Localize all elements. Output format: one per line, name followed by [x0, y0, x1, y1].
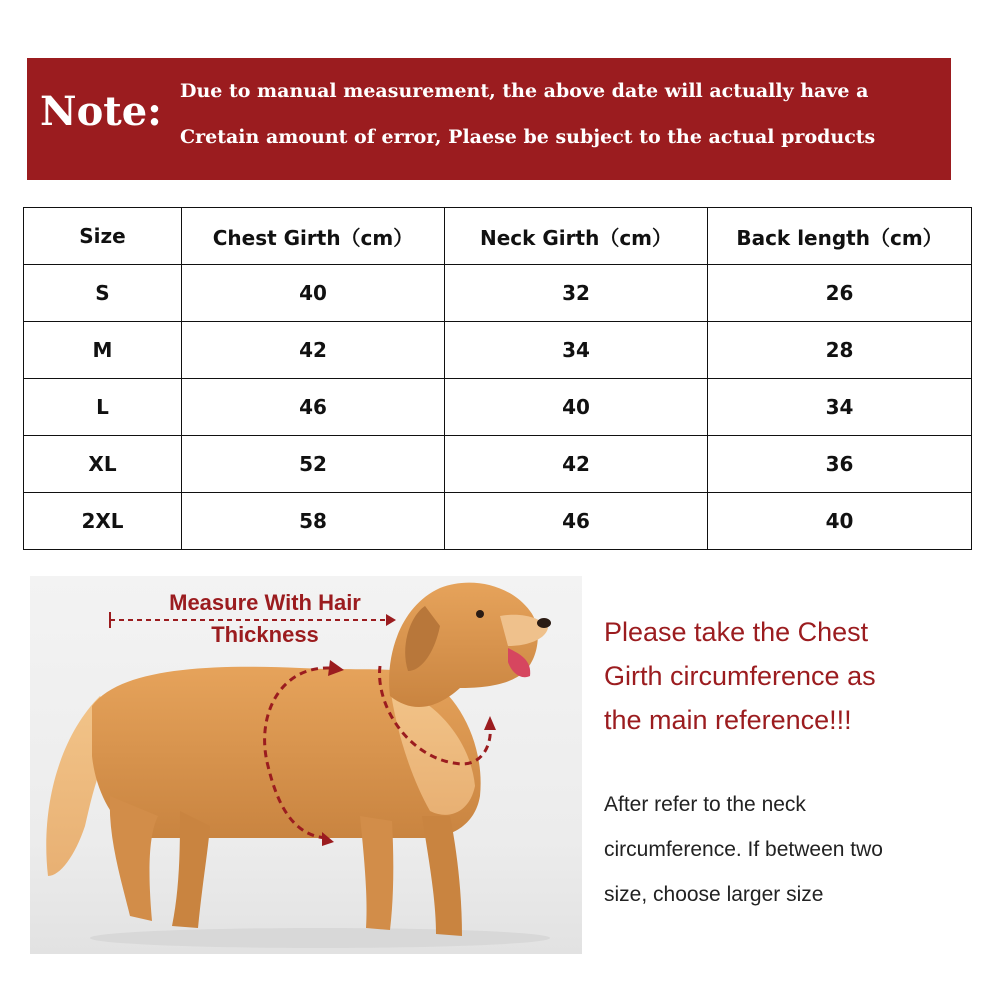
note-label: Note:: [40, 88, 162, 135]
neck-girth-arrow: [484, 716, 496, 730]
table-cell-neck: 42: [445, 436, 708, 493]
table-row: [24, 265, 972, 322]
floor-shadow: [90, 928, 550, 948]
header-chest-girth: Chest Girth（cm）: [182, 208, 445, 265]
note-text-line-2: Cretain amount of error, Plaese be subject to the actual products: [180, 126, 876, 148]
table-cell-neck: 32: [445, 265, 708, 322]
table-cell-neck: 34: [445, 322, 708, 379]
chest-girth-reference-heading: [604, 610, 984, 742]
table-cell-size: 2XL: [24, 493, 182, 550]
table-cell-back: 34: [708, 379, 972, 436]
table-cell-chest: 46: [182, 379, 445, 436]
table-cell-size: L: [24, 379, 182, 436]
table-cell-back: 36: [708, 436, 972, 493]
dog-front-leg-left: [360, 816, 393, 930]
dog-back-leg-left: [110, 796, 158, 921]
table-cell-back: 40: [708, 493, 972, 550]
table-cell-size: M: [24, 322, 182, 379]
table-row: [24, 379, 972, 436]
dog-eye: [476, 610, 484, 618]
table-cell-size: S: [24, 265, 182, 322]
measure-caption-line-1: Measure With Hair: [169, 590, 361, 615]
table-cell-neck: 46: [445, 493, 708, 550]
dog-measurement-illustration: [30, 576, 582, 954]
sizing-advice: [604, 782, 984, 917]
table-cell-chest: 40: [182, 265, 445, 322]
table-cell-neck: 40: [445, 379, 708, 436]
advice-line-3: size, choose larger size: [604, 883, 824, 906]
table-cell-back: 26: [708, 265, 972, 322]
table-header-row: [24, 208, 972, 265]
table-row: [24, 493, 972, 550]
table-row: [24, 436, 972, 493]
chest-reference-line-2: Girth circumference as: [604, 661, 876, 691]
chest-reference-line-1: Please take the Chest: [604, 617, 869, 647]
table-cell-back: 28: [708, 322, 972, 379]
table-cell-chest: 42: [182, 322, 445, 379]
chest-reference-line-3: the main reference!!!: [604, 705, 852, 735]
table-cell-size: XL: [24, 436, 182, 493]
size-table: [23, 207, 972, 550]
header-neck-girth: Neck Girth（cm）: [445, 208, 708, 265]
header-back-length: Back length（cm）: [708, 208, 972, 265]
dog-nose: [537, 618, 551, 628]
advice-line-2: circumference. If between two: [604, 838, 883, 861]
measure-caption-line-2: Thickness: [211, 622, 319, 647]
advice-line-1: After refer to the neck: [604, 793, 806, 816]
table-cell-chest: 58: [182, 493, 445, 550]
header-size: Size: [24, 208, 182, 265]
table-cell-chest: 52: [182, 436, 445, 493]
dog-front-leg-right: [422, 816, 462, 936]
note-text-line-1: Due to manual measurement, the above date will actually have a: [180, 80, 869, 102]
table-row: [24, 322, 972, 379]
note-banner: [27, 58, 951, 180]
